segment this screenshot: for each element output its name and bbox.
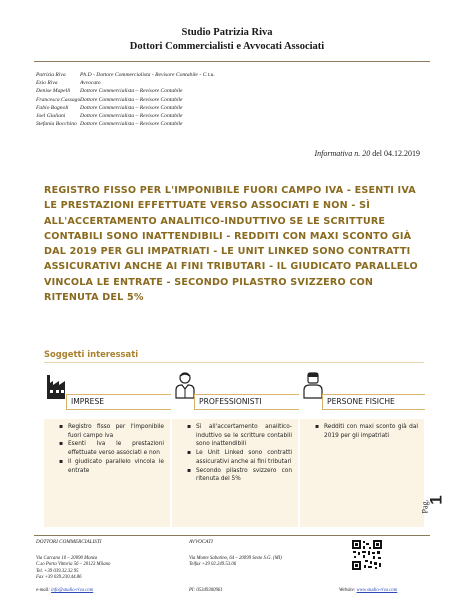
page-prefix: Pag. (420, 499, 430, 514)
column-label: PERSONE FISICHE (322, 394, 425, 410)
person-icon (302, 371, 324, 399)
fax-line: Fax +39 039.230.44.86 (36, 575, 82, 581)
staff-role: Dottore Commercialista – Revisore Contabile (80, 96, 183, 103)
telfax-line: Telfax +39 02.249.53.06 (189, 562, 237, 568)
factory-icon (46, 371, 68, 399)
column-body (300, 419, 424, 527)
footer-website (339, 588, 397, 594)
list-item: ▪ Sì all'accertamento analitico-induttivo se le scritture contabili sono inattendibili (196, 423, 292, 449)
website-link[interactable]: www.studio-riva.com (356, 588, 398, 593)
qr-code-icon (352, 540, 382, 570)
staff-role: Dottore Commercialista – Revisore Contabile (80, 113, 183, 120)
staff-name: Patrizia Riva (36, 72, 66, 78)
staff-row (36, 71, 215, 79)
staff-name: Stefania Bocchino (36, 121, 77, 128)
email-label: e-mail: (36, 588, 50, 593)
footer-right-title: AVVOCATI (189, 539, 213, 545)
list-item: ▪ Secondo pilastro svizzero con ritenuta del 5% (196, 467, 292, 484)
list-item: ▪ Il giudicato parallelo vincola le entrate (68, 458, 164, 475)
page-num: 1 (426, 495, 446, 505)
staff-row (36, 104, 215, 112)
staff-name: Francesca Cassago (36, 96, 81, 103)
footer-left-title: DOTTORI COMMERCIALISTI (36, 539, 102, 545)
document-title: REGISTRO FISSO PER L'IMPONIBILE FUORI CAMPO IVA - ESENTI IVA LE PRESTAZIONI EFFETTUATE VERSO ASSOCIATI E NON - SÌ ALL'ACCERTAMENTO ANALITICO-INDUTTIVO SE LE SCRITTURE CONTABILI SONO INATTENDIBILI - REDDITI CON MAXI SCONTO GIÀ DAL 2019 PER GLI IMPATRIATI - LE UNIT LINKED SONO CONTRATTI ASSICURATIVI ANCHE AI FINI TRIBUTARI - IL GIUDICATO PARALLELO VINCOLA LE ENTRATE - SECONDO PILASTRO SVIZZERO CON RITENUTA DEL 5% (44, 185, 418, 304)
column-label: IMPRESE (66, 394, 171, 410)
staff-role: Dottore Commercialista – Revisore Contabile (80, 104, 183, 111)
footer-email (36, 588, 93, 594)
column-body (172, 419, 298, 527)
firm-name: Studio Patrizia Riva (181, 27, 273, 38)
list-item: ▪ Redditi con maxi sconto già dal 2019 per gli impatriati (324, 423, 418, 440)
staff-role: Dottore Commercialista – Revisore Contabile (80, 121, 183, 128)
staff-list (36, 71, 215, 128)
address-line: Via Carcano 10 – 20090 Monza (36, 556, 98, 561)
list-item: ▪ Esenti Iva le prestazioni effettuate verso associati e non (68, 440, 164, 457)
website-label: Website: (339, 588, 356, 593)
page-number (420, 488, 450, 528)
staff-row (36, 79, 215, 87)
staff-name: Denise Mapelli (36, 88, 71, 95)
footer-left-address (36, 556, 110, 582)
informativa-date: del 04.12.2019 (372, 149, 420, 158)
staff-row (36, 112, 215, 120)
column-body (44, 419, 170, 527)
footer-right-address (189, 556, 282, 569)
firm-subtitle: Dottori Commercialisti e Avvocati Associati (129, 41, 325, 52)
column-persone-fisiche (300, 369, 424, 529)
list-item: ▪ Le Unit Linked sono contratti assicurativi anche ai fini tributari (196, 449, 292, 466)
staff-row (36, 87, 215, 95)
column-professionisti (172, 369, 298, 529)
footer-divider (34, 535, 430, 536)
informativa-line (314, 149, 420, 158)
email-link[interactable]: info@studio-riva.com (51, 588, 94, 593)
section-divider (44, 362, 424, 363)
staff-name: Fabio Bagnoli (36, 104, 69, 111)
list-item: ▪ Registro fisso per l'imponibile fuori campo iva (68, 423, 164, 440)
staff-row (36, 120, 215, 128)
staff-name: Joel Giuliani (36, 113, 66, 120)
column-imprese (44, 369, 170, 529)
address-line: Via Monte Sabotino, 64 – 20099 Sesto S.G. (MI) (189, 556, 282, 561)
column-label: PROFESSIONISTI (194, 394, 299, 410)
staff-row (36, 96, 215, 104)
professional-icon (174, 371, 196, 399)
phone-line: Tel. +39 039.32.32.95 (36, 568, 79, 574)
section-heading: Soggetti interessati (44, 349, 139, 359)
staff-role: Avvocato (80, 80, 101, 87)
informativa-label: Informativa n. 20 (314, 149, 371, 158)
footer-piva: PI: 05349300961 (189, 588, 223, 593)
staff-role: Ph.D - Dottore Commercialista - Revisore Contabile - C.t.u. (80, 72, 215, 78)
address-line: C.so Porta Vittoria 56 – 20123 Milano (36, 562, 111, 568)
staff-name: Ezio Riva (36, 80, 58, 87)
staff-role: Dottore Commercialista – Revisore Contabile (80, 88, 183, 95)
header-divider (34, 61, 430, 62)
